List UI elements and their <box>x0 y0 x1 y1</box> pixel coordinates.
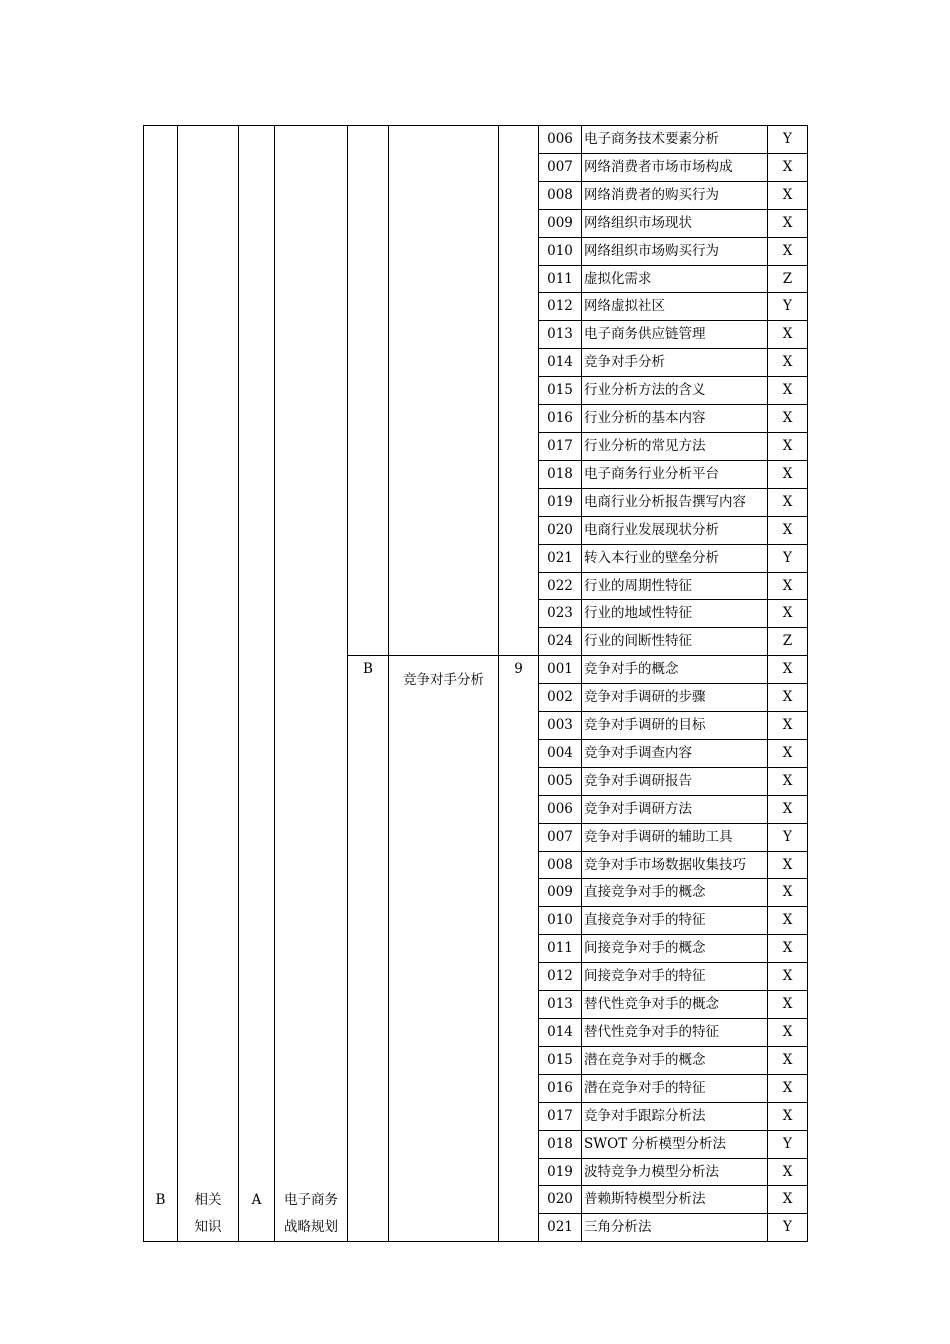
item-level: X <box>768 767 808 795</box>
module-name-line-2: 战略规划 <box>284 1219 338 1236</box>
item-level: Z <box>768 265 808 293</box>
item-title: 间接竞争对手的概念 <box>582 935 768 963</box>
item-level: X <box>768 209 808 237</box>
item-title: 行业分析的常见方法 <box>582 432 768 460</box>
item-level: X <box>768 1158 808 1186</box>
item-code: 017 <box>539 432 582 460</box>
item-code: 015 <box>539 377 582 405</box>
item-title: 行业的周期性特征 <box>582 572 768 600</box>
item-level: X <box>768 879 808 907</box>
item-title: 虚拟化需求 <box>582 265 768 293</box>
item-title: 网络组织市场现状 <box>582 209 768 237</box>
item-level: X <box>768 684 808 712</box>
item-title: 竞争对手跟踪分析法 <box>582 1102 768 1130</box>
item-code: 013 <box>539 991 582 1019</box>
item-code: 014 <box>539 1019 582 1047</box>
item-title: 竞争对手调查内容 <box>582 739 768 767</box>
item-title: 电商行业发展现状分析 <box>582 516 768 544</box>
item-title: 网络消费者市场市场构成 <box>582 153 768 181</box>
item-level: X <box>768 795 808 823</box>
item-level: X <box>768 1074 808 1102</box>
item-level: X <box>768 1046 808 1074</box>
item-level: X <box>768 516 808 544</box>
item-code: 009 <box>539 879 582 907</box>
item-code: 023 <box>539 600 582 628</box>
item-level: X <box>768 656 808 684</box>
section-code-cell <box>348 656 389 1242</box>
item-code: 011 <box>539 265 582 293</box>
item-level: Y <box>768 1214 808 1242</box>
item-title: 三角分析法 <box>582 1214 768 1242</box>
item-title: 网络组织市场购买行为 <box>582 237 768 265</box>
item-code: 022 <box>539 572 582 600</box>
item-level: X <box>768 991 808 1019</box>
item-level: X <box>768 600 808 628</box>
item-title: 行业的地域性特征 <box>582 600 768 628</box>
item-title: 网络虚拟社区 <box>582 293 768 321</box>
item-level: X <box>768 181 808 209</box>
item-level: X <box>768 488 808 516</box>
item-level: X <box>768 321 808 349</box>
item-level: X <box>768 1186 808 1214</box>
prev-section-count <box>499 126 539 656</box>
category-line-1: 相关 <box>194 1192 222 1209</box>
item-level: X <box>768 1019 808 1047</box>
item-level: X <box>768 712 808 740</box>
item-level: X <box>768 907 808 935</box>
item-level: Y <box>768 544 808 572</box>
item-title: 转入本行业的壁垒分析 <box>582 544 768 572</box>
item-code: 007 <box>539 153 582 181</box>
section-count: 9 <box>514 661 523 678</box>
category-cell <box>178 126 239 1242</box>
item-level: X <box>768 739 808 767</box>
item-title: 竞争对手市场数据收集技巧 <box>582 851 768 879</box>
item-code: 019 <box>539 1158 582 1186</box>
item-code: 010 <box>539 237 582 265</box>
item-code: 024 <box>539 628 582 656</box>
category-line-2: 知识 <box>194 1219 222 1236</box>
item-code: 015 <box>539 1046 582 1074</box>
item-title: 行业分析方法的含义 <box>582 377 768 405</box>
item-level: X <box>768 572 808 600</box>
item-level: Z <box>768 628 808 656</box>
item-title: 替代性竞争对手的特征 <box>582 1019 768 1047</box>
item-code: 018 <box>539 460 582 488</box>
item-title: 竞争对手调研报告 <box>582 767 768 795</box>
item-title: 电子商务行业分析平台 <box>582 460 768 488</box>
item-code: 020 <box>539 1186 582 1214</box>
module-name-cell <box>275 126 348 1242</box>
item-title: 普赖斯特模型分析法 <box>582 1186 768 1214</box>
item-level: X <box>768 405 808 433</box>
item-title: 竞争对手调研方法 <box>582 795 768 823</box>
item-title: 电子商务供应链管理 <box>582 321 768 349</box>
item-title: 竞争对手调研的步骤 <box>582 684 768 712</box>
item-code: 010 <box>539 907 582 935</box>
item-title: 电商行业分析报告撰写内容 <box>582 488 768 516</box>
item-level: X <box>768 851 808 879</box>
item-code: 013 <box>539 321 582 349</box>
item-code: 020 <box>539 516 582 544</box>
item-code: 009 <box>539 209 582 237</box>
level-code: B <box>155 1192 166 1209</box>
section-code: B <box>363 661 373 678</box>
item-title: 潜在竞争对手的特征 <box>582 1074 768 1102</box>
item-code: 021 <box>539 1214 582 1242</box>
item-level: Y <box>768 1130 808 1158</box>
item-code: 006 <box>539 795 582 823</box>
item-title: SWOT 分析模型分析法 <box>582 1130 768 1158</box>
item-level: X <box>768 377 808 405</box>
item-title: 网络消费者的购买行为 <box>582 181 768 209</box>
item-code: 011 <box>539 935 582 963</box>
item-level: X <box>768 460 808 488</box>
item-code: 004 <box>539 739 582 767</box>
item-code: 017 <box>539 1102 582 1130</box>
item-level: Y <box>768 823 808 851</box>
table-row <box>144 126 808 154</box>
item-code: 016 <box>539 1074 582 1102</box>
section-name-cell <box>389 656 499 1242</box>
section-count-cell <box>499 656 539 1242</box>
item-title: 替代性竞争对手的概念 <box>582 991 768 1019</box>
item-level: X <box>768 935 808 963</box>
item-level: X <box>768 1102 808 1130</box>
item-code: 003 <box>539 712 582 740</box>
item-title: 间接竞争对手的特征 <box>582 963 768 991</box>
item-level: X <box>768 153 808 181</box>
item-title: 行业的间断性特征 <box>582 628 768 656</box>
item-title: 潜在竞争对手的概念 <box>582 1046 768 1074</box>
item-title: 直接竞争对手的概念 <box>582 879 768 907</box>
item-code: 012 <box>539 963 582 991</box>
item-code: 001 <box>539 656 582 684</box>
item-code: 014 <box>539 349 582 377</box>
item-level: X <box>768 237 808 265</box>
item-code: 021 <box>539 544 582 572</box>
item-code: 012 <box>539 293 582 321</box>
prev-section-name <box>389 126 499 656</box>
item-level: X <box>768 963 808 991</box>
item-code: 008 <box>539 851 582 879</box>
item-code: 019 <box>539 488 582 516</box>
item-code: 016 <box>539 405 582 433</box>
level-code-cell <box>144 126 178 1242</box>
item-title: 电子商务技术要素分析 <box>582 126 768 154</box>
module-code-cell <box>239 126 275 1242</box>
item-code: 006 <box>539 126 582 154</box>
item-code: 008 <box>539 181 582 209</box>
item-code: 005 <box>539 767 582 795</box>
item-title: 竞争对手分析 <box>582 349 768 377</box>
module-name-line-1: 电子商务 <box>284 1192 338 1209</box>
item-code: 007 <box>539 823 582 851</box>
item-title: 竞争对手调研的目标 <box>582 712 768 740</box>
module-code: A <box>251 1192 262 1209</box>
knowledge-table <box>143 125 808 1242</box>
item-title: 行业分析的基本内容 <box>582 405 768 433</box>
item-code: 018 <box>539 1130 582 1158</box>
prev-section-code <box>348 126 389 656</box>
section-name: 竞争对手分析 <box>403 672 484 689</box>
item-title: 直接竞争对手的特征 <box>582 907 768 935</box>
item-title: 竞争对手的概念 <box>582 656 768 684</box>
item-level: Y <box>768 126 808 154</box>
item-code: 002 <box>539 684 582 712</box>
item-title: 竞争对手调研的辅助工具 <box>582 823 768 851</box>
item-title: 波特竞争力模型分析法 <box>582 1158 768 1186</box>
item-level: X <box>768 432 808 460</box>
item-level: Y <box>768 293 808 321</box>
item-level: X <box>768 349 808 377</box>
